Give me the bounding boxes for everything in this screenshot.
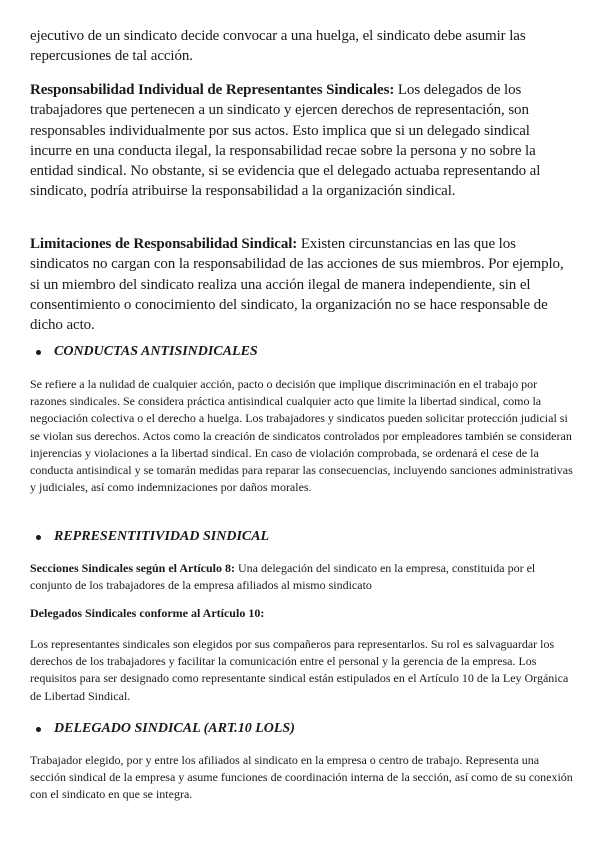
- intro-paragraph: [30, 26, 575, 67]
- delegado-title: DELEGADO SINDICAL (ART.10 LOLS): [54, 721, 295, 736]
- conductas-text: Se refiere a la nulidad de cualquier acción, pacto o decisión que implique discriminación en el trabajo por razones sindicales. Se considera práctica antisindical cualquier acto que limite la libertad sindical, como la negociación colectiva o el derecho a huelga. Los trabajadores y sindicatos pueden solicitar protección judicial si se violan sus derechos. Actos como la creación de sindicatos controlados por empleadores también se consideran injerencias y violaciones a la libertad sindical. En caso de violación comprobada, se ordenará el cese de la conducta antisindical y se tomarán medidas para reparar las consecuencias, incluyendo sanciones administrativas y judiciales, así como indemnizaciones por daños morales.: [30, 377, 573, 495]
- delegado-paragraph: [30, 752, 575, 804]
- representatividad-title: REPRESENTITIVIDAD SINDICAL: [54, 529, 270, 544]
- limitaciones-heading: Limitaciones de Responsabilidad Sindical:: [30, 236, 298, 252]
- delegado-text: Trabajador elegido, por y entre los afiliados al sindicato en la empresa o centro de trabajo. Representa una sección sindical de la empresa y asume funciones de coordinación interna de la sección, así como de su conexión con el sindicato en que se integra.: [30, 753, 573, 802]
- bullet-conductas: [36, 343, 258, 361]
- bullet-dot: [36, 535, 41, 540]
- secciones-paragraph: [30, 560, 575, 594]
- resp-individual-text: Los delegados de los trabajadores que pertenecen a un sindicato y ejercen derechos de representación, son responsables individualmente por sus actos. Esto implica que si un delegado sindical incurre en una conducta ilegal, la responsabilidad recae sobre la persona y no sobre la entidad sindical. No obstante, si se evidencia que el delegado actuaba representando al sindicato, podría atribuirse la responsabilidad a la organización sindical.: [30, 82, 541, 200]
- limitaciones-text: Existen circunstancias en las que los sindicatos no cargan con la responsabilidad de las acciones de sus miembros. Por ejemplo, si un miembro del sindicato realiza una acción ilegal de manera independiente, sin el consentimiento o conocimiento del sindicato, la organización no se hace responsable de dicho acto.: [30, 236, 564, 334]
- conductas-title: CONDUCTAS ANTISINDICALES: [54, 344, 258, 359]
- resp-individual-paragraph: [30, 80, 575, 202]
- intro-text: ejecutivo de un sindicato decide convocar a una huelga, el sindicato debe asumir las repercusiones de tal acción.: [30, 28, 526, 65]
- bullet-representatividad: [36, 528, 269, 546]
- bullet-delegado: [36, 720, 295, 738]
- secciones-heading: Secciones Sindicales según el Artículo 8:: [30, 561, 235, 575]
- resp-individual-heading: Responsabilidad Individual de Representantes Sindicales:: [30, 82, 395, 98]
- bullet-dot: [36, 727, 41, 732]
- conductas-paragraph: [30, 376, 575, 496]
- delegados-heading-paragraph: [30, 605, 575, 622]
- limitaciones-paragraph: [30, 234, 575, 335]
- delegados-text: Los representantes sindicales son elegidos por sus compañeros para representarlos. Su rol es salvaguardar los derechos de los trabajadores y facilitar la comunicación entre el personal y la gerencia de la empresa. Los requisitos para ser designado como representante sindical están estipulados en el Artículo 10 de la Ley Orgánica de Libertad Sindical.: [30, 637, 569, 703]
- delegados-heading: Delegados Sindicales conforme al Artículo 10:: [30, 606, 265, 620]
- delegados-paragraph: [30, 636, 575, 705]
- secciones-text: Una delegación del sindicato en la empresa, constituida por el conjunto de los trabajadores de la empresa afiliados al mismo sindicato: [30, 561, 536, 593]
- bullet-dot: [36, 350, 41, 355]
